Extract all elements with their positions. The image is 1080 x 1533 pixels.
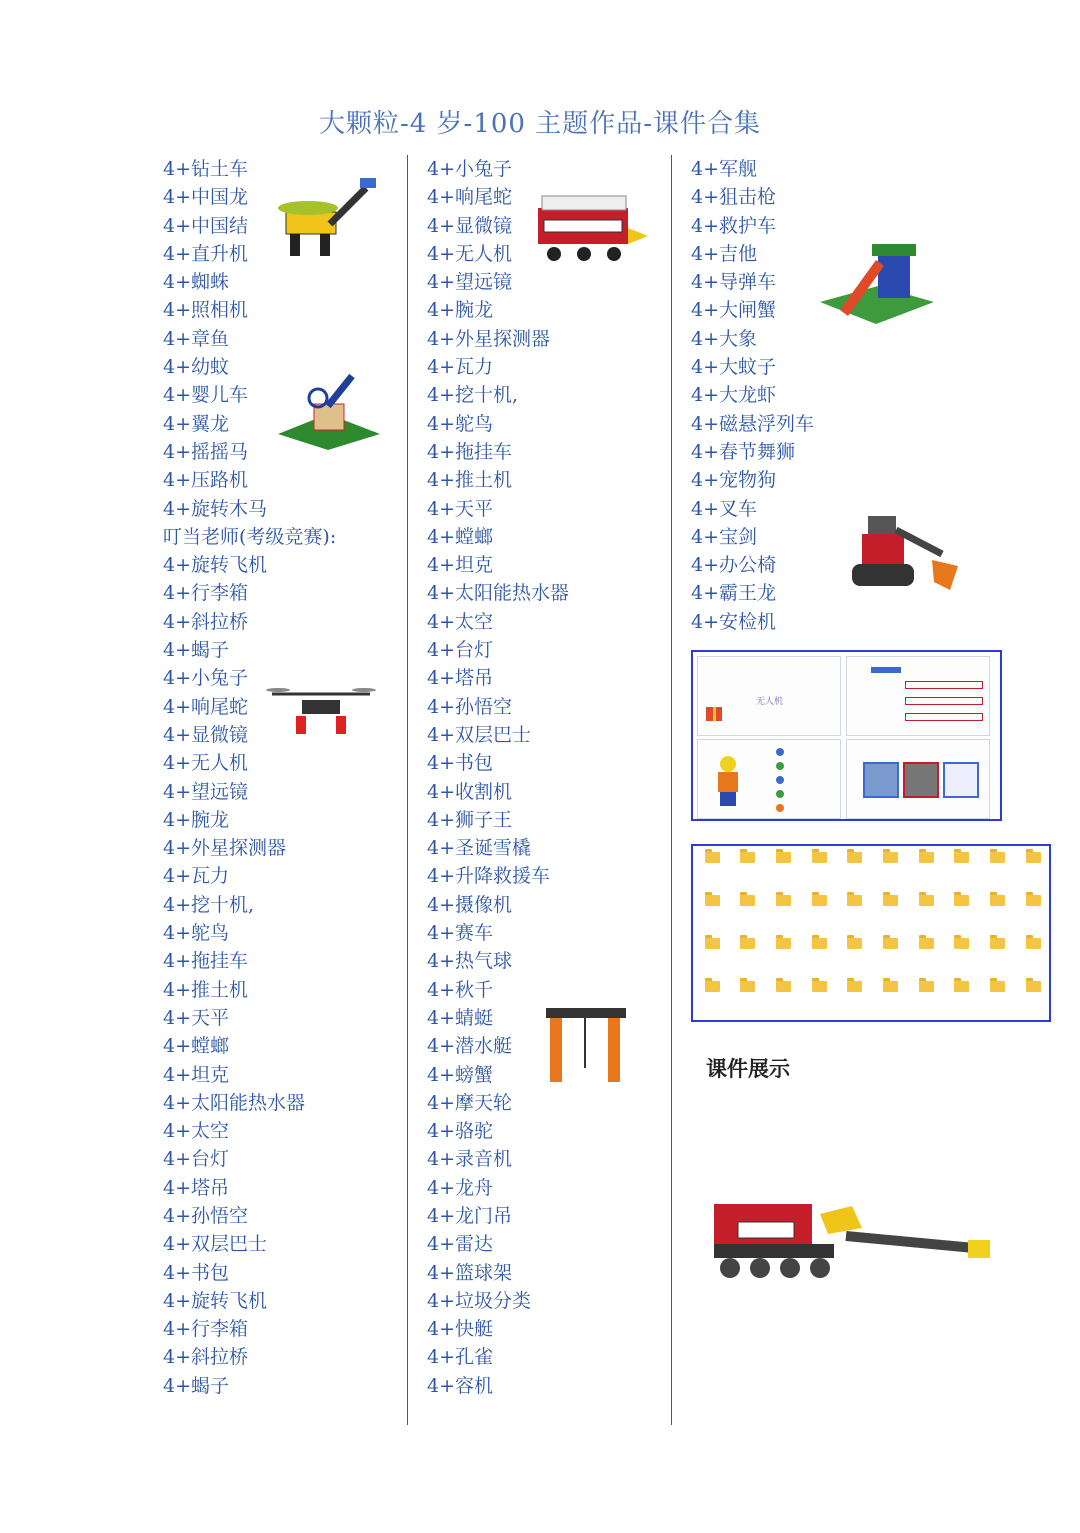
folder-item	[840, 852, 870, 863]
gantry-crane-model-image	[528, 998, 646, 1088]
theme-item: 4+大蚊子	[691, 356, 777, 379]
theme-item: 4+鸵鸟	[427, 412, 494, 435]
double-decker-bus-model-image	[532, 188, 650, 274]
theme-item: 4+篮球架	[427, 1261, 513, 1284]
theme-item: 4+大龙虾	[691, 384, 777, 407]
train-crane-model-image	[706, 1188, 1002, 1292]
folder-item	[733, 852, 763, 863]
theme-item: 4+斜拉桥	[163, 1346, 249, 1369]
theme-item: 4+收割机	[427, 780, 513, 803]
theme-item: 4+狙击枪	[691, 186, 777, 209]
folder-item	[911, 938, 941, 949]
theme-list-column-3	[691, 155, 814, 636]
theme-item: 4+霸王龙	[691, 582, 777, 605]
theme-item: 4+塔吊	[427, 667, 494, 690]
theme-item: 4+快艇	[427, 1318, 494, 1341]
folder-icon	[919, 981, 934, 992]
folder-item	[947, 981, 977, 992]
folder-item	[804, 895, 834, 906]
theme-item: 4+圣诞雪橇	[427, 837, 532, 860]
folder-icon	[740, 938, 755, 949]
folder-icon	[954, 981, 969, 992]
theme-item: 4+鸵鸟	[163, 922, 230, 945]
folder-item	[876, 852, 906, 863]
folder-item	[697, 981, 727, 992]
folder-icon	[1026, 938, 1041, 949]
theme-item: 4+宝剑	[691, 525, 758, 548]
theme-item: 4+行李箱	[163, 1318, 249, 1341]
theme-item: 4+螳螂	[427, 525, 494, 548]
theme-item: 4+蜘蛛	[163, 271, 230, 294]
folder-icon	[990, 938, 1005, 949]
theme-item: 4+挖十机,	[427, 384, 519, 407]
theme-item: 4+无人机	[427, 242, 513, 265]
folder-icon	[705, 852, 720, 863]
theme-item: 4+坦克	[163, 1063, 230, 1086]
theme-item: 4+婴儿车	[163, 384, 249, 407]
theme-item: 4+响尾蛇	[427, 186, 513, 209]
folder-icon	[1026, 895, 1041, 906]
folder-item	[1018, 938, 1048, 949]
theme-item: 4+孔雀	[427, 1346, 494, 1369]
theme-item: 4+瓦力	[163, 865, 230, 888]
slide-thumbnail	[846, 656, 990, 736]
theme-item: 4+旋转飞机	[163, 1289, 268, 1312]
theme-item: 4+天平	[427, 497, 494, 520]
theme-item: 4+大闸蟹	[691, 299, 777, 322]
folder-icon	[919, 852, 934, 863]
theme-item: 4+赛车	[427, 922, 494, 945]
gift-icon	[704, 701, 726, 723]
theme-item: 4+摩天轮	[427, 1091, 513, 1114]
folder-item	[983, 938, 1013, 949]
folder-item	[840, 981, 870, 992]
theme-item: 4+升降救援车	[427, 865, 551, 888]
theme-item: 4+垃圾分类	[427, 1289, 532, 1312]
folder-icon	[740, 895, 755, 906]
theme-item: 4+外星探测器	[427, 327, 551, 350]
theme-item: 4+安检机	[691, 610, 777, 633]
theme-item: 4+推土机	[163, 978, 249, 1001]
folder-item	[876, 938, 906, 949]
theme-item: 4+拖挂车	[427, 440, 513, 463]
folder-item	[911, 981, 941, 992]
column-divider	[671, 155, 672, 1425]
theme-item: 4+办公椅	[691, 554, 777, 577]
page-title: 大颗粒-4 岁-100 主题作品-课件合集	[318, 109, 762, 139]
theme-item: 4+章鱼	[163, 327, 230, 350]
folder-item	[768, 852, 798, 863]
theme-item: 4+潜水艇	[427, 1035, 513, 1058]
theme-item: 4+斜拉桥	[163, 610, 249, 633]
folder-icon	[1026, 981, 1041, 992]
theme-item: 4+中国龙	[163, 186, 249, 209]
theme-item: 4+无人机	[163, 752, 249, 775]
folder-icon	[776, 895, 791, 906]
folder-icon	[776, 938, 791, 949]
folder-icon	[1026, 852, 1041, 863]
folder-icon	[812, 938, 827, 949]
folder-icon	[883, 981, 898, 992]
theme-item: 4+书包	[427, 752, 494, 775]
theme-item: 4+推土机	[427, 469, 513, 492]
theme-item: 4+响尾蛇	[163, 695, 249, 718]
theme-item: 4+蝎子	[163, 639, 230, 662]
folder-icon	[705, 938, 720, 949]
folder-item	[768, 938, 798, 949]
theme-item: 4+翼龙	[163, 412, 230, 435]
folder-item	[947, 938, 977, 949]
folder-icon	[847, 895, 862, 906]
folder-item	[840, 938, 870, 949]
theme-item: 4+蜻蜓	[427, 1006, 494, 1029]
theme-item: 4+摇摇马	[163, 440, 249, 463]
theme-item: 4+双层巴士	[163, 1233, 268, 1256]
theme-item: 4+直升机	[163, 242, 249, 265]
folder-icon	[740, 981, 755, 992]
theme-item: 4+容机	[427, 1374, 494, 1397]
folder-icon	[954, 852, 969, 863]
theme-item: 4+摄像机	[427, 893, 513, 916]
theme-item: 4+磁悬浮列车	[691, 412, 815, 435]
column-divider	[407, 155, 408, 1425]
theme-item: 4+瓦力	[427, 356, 494, 379]
slide-thumbnail	[697, 739, 841, 819]
folder-icon	[883, 852, 898, 863]
theme-item: 4+热气球	[427, 950, 513, 973]
folder-item	[1018, 852, 1048, 863]
folder-icon	[990, 981, 1005, 992]
folder-icon	[919, 895, 934, 906]
folder-item	[876, 895, 906, 906]
theme-item: 4+坦克	[427, 554, 494, 577]
theme-item: 4+望远镜	[427, 271, 513, 294]
slide-thumbnail	[846, 739, 990, 819]
theme-item: 4+旋转飞机	[163, 554, 268, 577]
folder-item	[697, 895, 727, 906]
theme-item: 4+吉他	[691, 242, 758, 265]
theme-item: 4+秋千	[427, 978, 494, 1001]
theme-item: 4+天平	[163, 1006, 230, 1029]
theme-item: 4+旋转木马	[163, 497, 268, 520]
theme-item: 4+显微镜	[163, 723, 249, 746]
folder-item	[983, 895, 1013, 906]
theme-list-column-2	[427, 155, 569, 1400]
theme-item: 4+蝎子	[163, 1374, 230, 1397]
theme-item: 4+龙门吊	[427, 1204, 513, 1227]
theme-item: 4+双层巴士	[427, 723, 532, 746]
theme-item: 4+中国结	[163, 214, 249, 237]
theme-item: 4+太阳能热水器	[163, 1091, 306, 1114]
theme-item: 4+拖挂车	[163, 950, 249, 973]
folder-icon	[954, 895, 969, 906]
theme-item: 4+导弹车	[691, 271, 777, 294]
theme-item: 4+望远镜	[163, 780, 249, 803]
folder-icon	[705, 895, 720, 906]
theme-item: 4+太空	[427, 610, 494, 633]
theme-item: 4+小兔子	[427, 158, 513, 180]
theme-item: 4+塔吊	[163, 1176, 230, 1199]
folder-icon	[883, 895, 898, 906]
theme-item: 4+大象	[691, 327, 758, 350]
folder-item	[911, 852, 941, 863]
folder-icon	[883, 938, 898, 949]
theme-item: 4+书包	[163, 1261, 230, 1284]
folder-item	[804, 852, 834, 863]
theme-item: 4+太阳能热水器	[427, 582, 570, 605]
theme-item: 4+春节舞狮	[691, 440, 796, 463]
folder-item	[697, 938, 727, 949]
folder-icon	[847, 938, 862, 949]
slide-model-image	[818, 240, 936, 326]
theme-item: 4+雷达	[427, 1233, 494, 1256]
folder-icon	[954, 938, 969, 949]
theme-item: 4+骆驼	[427, 1120, 494, 1143]
folder-icon	[740, 852, 755, 863]
excavator-model-image	[846, 510, 964, 598]
theme-item: 4+行李箱	[163, 582, 249, 605]
minifigure-icon	[708, 754, 748, 810]
course-folder-grid	[691, 844, 1051, 1022]
theme-item: 4+幼蚊	[163, 356, 230, 379]
folder-item	[733, 895, 763, 906]
folder-icon	[812, 852, 827, 863]
folder-item	[768, 895, 798, 906]
theme-item: 4+救护车	[691, 214, 777, 237]
theme-item: 4+外星探测器	[163, 837, 287, 860]
theme-item: 4+太空	[163, 1120, 230, 1143]
folder-item	[733, 938, 763, 949]
folder-icon	[776, 852, 791, 863]
folder-item	[947, 852, 977, 863]
slide-thumbnail	[697, 656, 841, 736]
folder-icon	[812, 981, 827, 992]
folder-icon	[919, 938, 934, 949]
folder-icon	[847, 852, 862, 863]
folder-item	[697, 852, 727, 863]
theme-item: 4+孙悟空	[163, 1204, 249, 1227]
folder-item	[804, 938, 834, 949]
slide-title: 无人机	[756, 697, 784, 707]
folder-item	[1018, 981, 1048, 992]
folder-icon	[847, 981, 862, 992]
theme-item: 4+腕龙	[163, 808, 230, 831]
folder-icon	[990, 852, 1005, 863]
theme-item: 4+腕龙	[427, 299, 494, 322]
theme-item: 4+压路机	[163, 469, 249, 492]
folder-item	[983, 852, 1013, 863]
theme-item: 4+军舰	[691, 158, 758, 180]
theme-item: 4+台灯	[427, 639, 494, 662]
theme-list-column-1	[163, 155, 336, 1400]
theme-item: 4+龙舟	[427, 1176, 494, 1199]
folder-item	[840, 895, 870, 906]
pterosaur-model-image	[268, 362, 386, 450]
courseware-slides-preview	[691, 650, 1002, 821]
theme-item: 4+台灯	[163, 1148, 230, 1171]
theme-item: 4+照相机	[163, 299, 249, 322]
folder-item	[876, 981, 906, 992]
folder-item	[911, 895, 941, 906]
folder-icon	[776, 981, 791, 992]
theme-item: 4+钻土车	[163, 158, 249, 180]
theme-item: 4+螃蟹	[427, 1063, 494, 1086]
theme-item: 4+显微镜	[427, 214, 513, 237]
folder-item	[733, 981, 763, 992]
folder-item	[983, 981, 1013, 992]
theme-item: 4+小兔子	[163, 667, 249, 690]
theme-item: 4+孙悟空	[427, 695, 513, 718]
theme-item: 叮当老师(考级竞赛):	[163, 525, 337, 548]
theme-item: 4+宠物狗	[691, 469, 777, 492]
theme-item: 4+狮子王	[427, 808, 513, 831]
courseware-showcase-label: 课件展示	[706, 1057, 790, 1081]
theme-item: 4+叉车	[691, 497, 758, 520]
theme-item: 4+螳螂	[163, 1035, 230, 1058]
theme-item: 4+挖十机,	[163, 893, 255, 916]
folder-item	[804, 981, 834, 992]
folder-icon	[812, 895, 827, 906]
drone-model-image	[262, 672, 380, 746]
folder-item	[947, 895, 977, 906]
drill-truck-model-image	[268, 172, 386, 264]
folder-item	[768, 981, 798, 992]
theme-item: 4+录音机	[427, 1148, 513, 1171]
folder-icon	[705, 981, 720, 992]
folder-item	[1018, 895, 1048, 906]
folder-icon	[990, 895, 1005, 906]
